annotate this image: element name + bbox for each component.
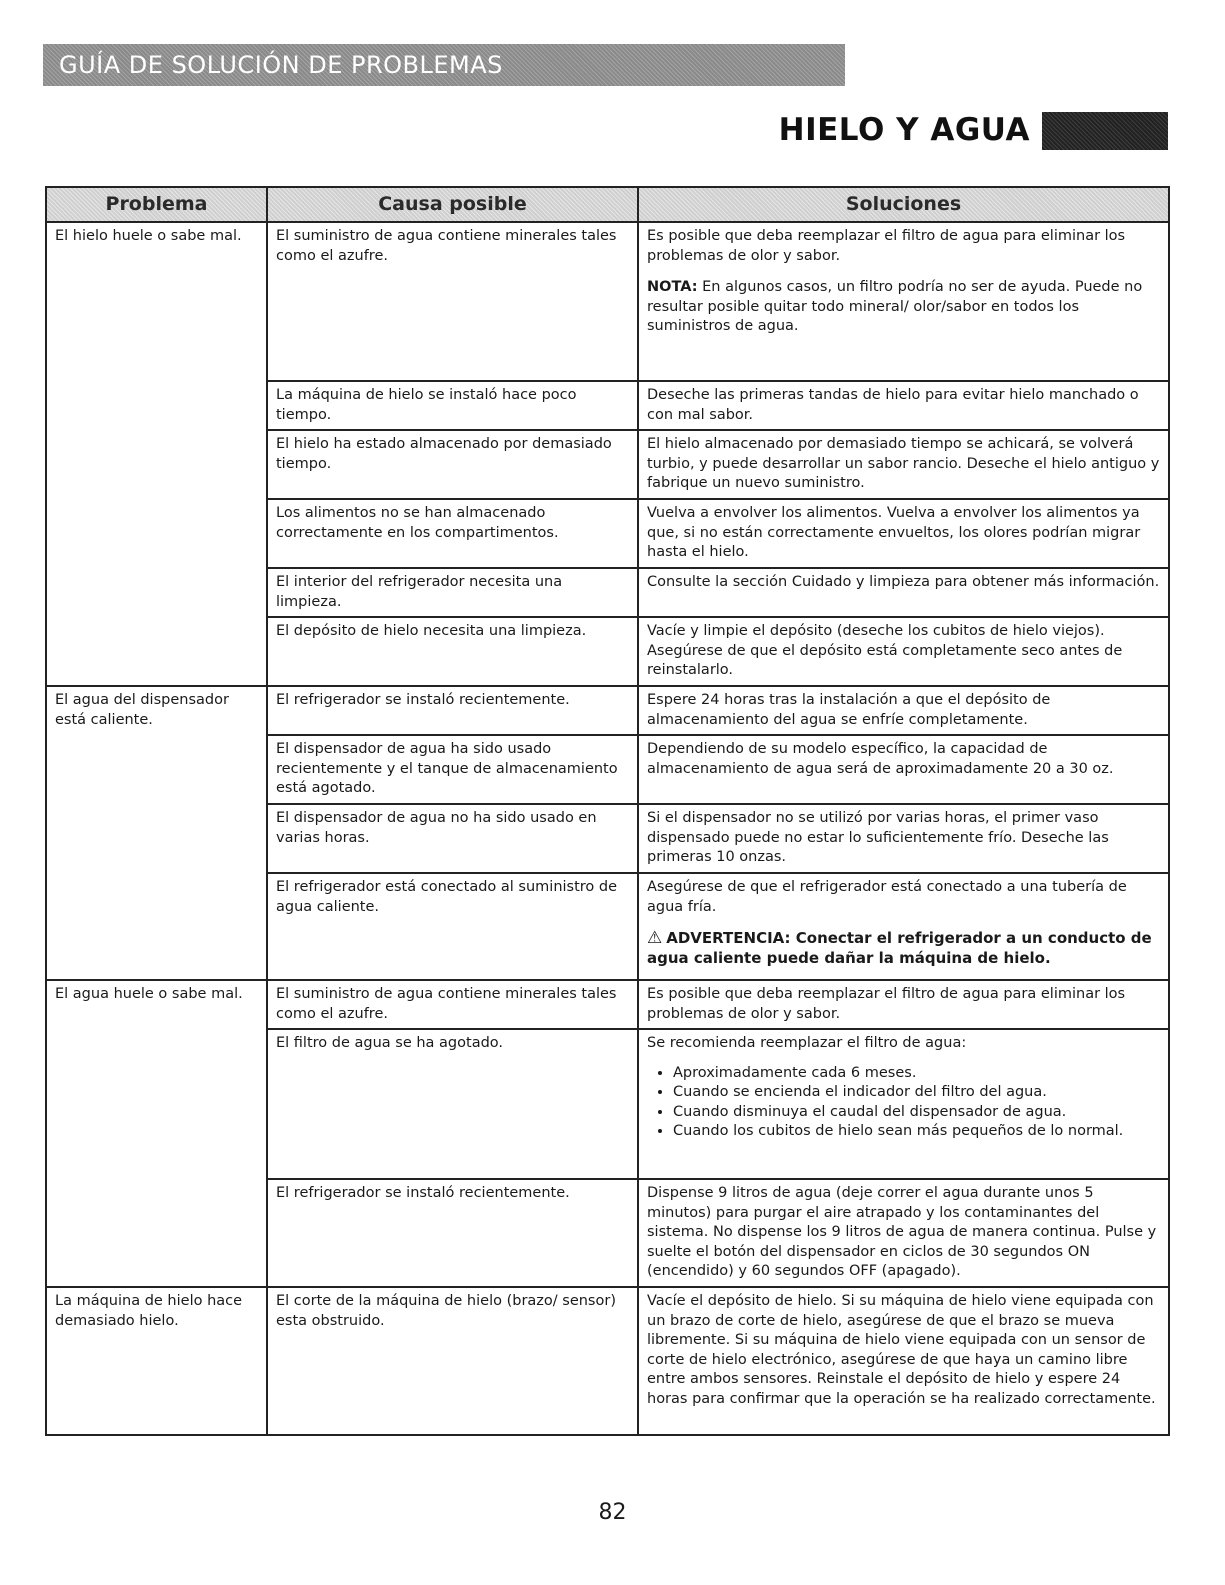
page-number: 82 [598,1500,627,1525]
warning-body: ADVERTENCIA: Conectar el refrigerador a un conducto de agua caliente puede dañar la máquina de hielo. [647,929,1152,967]
column-header-problem: Problema [46,187,267,222]
problem-cell: El agua del dispensador está caliente. [46,686,267,980]
section-marker [1042,112,1168,150]
cause-cell: El interior del refrigerador necesita una limpieza. [267,568,638,617]
list-item: • Cuando los cubitos de hielo sean más pequeños de lo normal. [673,1122,1160,1142]
solution-text: Es posible que deba reemplazar el filtro de agua para eliminar los problemas de olor y sabor. [647,228,1126,264]
table-row [46,686,1169,735]
table-row [46,222,1169,381]
cause-cell: El refrigerador se instaló recientemente. [267,1179,638,1287]
section-banner [43,44,845,86]
cause-cell: El suministro de agua contiene minerales tales como el azufre. [267,222,638,381]
solution-cell [638,1029,1169,1179]
note-text [647,278,1160,337]
cause-cell: El depósito de hielo necesita una limpieza. [267,617,638,686]
cause-cell: La máquina de hielo se instaló hace poco tiempo. [267,381,638,430]
cause-cell: El dispensador de agua ha sido usado recientemente y el tanque de almacenamiento está agotado. [267,735,638,804]
warning-icon: ⚠ [647,928,663,948]
problem-cell: El hielo huele o sabe mal. [46,222,267,686]
table-header-row [46,187,1169,222]
banner-title: GUÍA DE SOLUCIÓN DE PROBLEMAS [59,51,503,79]
solution-text: Se recomienda reemplazar el filtro de agua: [647,1035,967,1051]
solution-cell: Deseche las primeras tandas de hielo para evitar hielo manchado o con mal sabor. [638,381,1169,430]
page-title: HIELO Y AGUA [778,112,1030,148]
solution-cell: Vacíe y limpie el depósito (deseche los cubitos de hielo viejos). Asegúrese de que el depósito está completamente seco antes de reinstalarlo. [638,617,1169,686]
cause-cell: El hielo ha estado almacenado por demasiado tiempo. [267,430,638,499]
solution-cell: El hielo almacenado por demasiado tiempo se achicará, se volverá turbio, y puede desarrollar un sabor rancio. Deseche el hielo antiguo y fabrique un nuevo suministro. [638,430,1169,499]
column-header-cause: Causa posible [267,187,638,222]
cause-cell: El filtro de agua se ha agotado. [267,1029,638,1179]
cause-cell: El corte de la máquina de hielo (brazo/ sensor) esta obstruido. [267,1287,638,1435]
cause-cell: El dispensador de agua no ha sido usado en varias horas. [267,804,638,873]
note-label: NOTA: [647,279,698,295]
list-item: • Cuando disminuya el caudal del dispensador de agua. [673,1103,1160,1123]
warning-text [647,929,1160,968]
solution-cell: Dependiendo de su modelo específico, la capacidad de almacenamiento de agua será de aproximadamente 20 a 30 oz. [638,735,1169,804]
bullet-list [647,1064,1160,1142]
troubleshooting-table [45,186,1170,1436]
solution-cell [638,222,1169,381]
problem-cell: La máquina de hielo hace demasiado hielo. [46,1287,267,1435]
solution-cell: Si el dispensador no se utilizó por varias horas, el primer vaso dispensado puede no estar lo suficientemente frío. Deseche las primeras 10 onzas. [638,804,1169,873]
solution-cell: Consulte la sección Cuidado y limpieza para obtener más información. [638,568,1169,617]
solution-cell: Dispense 9 litros de agua (deje correr el agua durante unos 5 minutos) para purgar el aire atrapado y los contaminantes del sistema. No dispense los 9 litros de agua de manera continua. Pulse y suelte el botón del dispensador en ciclos de 30 segundos ON (encendido) y 60 segundos OFF (apagado). [638,1179,1169,1287]
solution-text: Asegúrese de que el refrigerador está conectado a una tubería de agua fría. [647,879,1127,915]
cause-cell: El refrigerador está conectado al suministro de agua caliente. [267,873,638,980]
cause-cell: El suministro de agua contiene minerales tales como el azufre. [267,980,638,1029]
solution-cell: Es posible que deba reemplazar el filtro de agua para eliminar los problemas de olor y sabor. [638,980,1169,1029]
column-header-solutions: Soluciones [638,187,1169,222]
note-body: En algunos casos, un filtro podría no ser de ayuda. Puede no resultar posible quitar todo mineral/ olor/sabor en todos los suministros de agua. [647,279,1143,334]
table-row [46,1287,1169,1435]
table-row [46,980,1169,1029]
cause-cell: El refrigerador se instaló recientemente. [267,686,638,735]
solution-cell: Espere 24 horas tras la instalación a que el depósito de almacenamiento del agua se enfríe completamente. [638,686,1169,735]
solution-cell [638,873,1169,980]
list-item: • Cuando se encienda el indicador del filtro del agua. [673,1083,1160,1103]
problem-cell: El agua huele o sabe mal. [46,980,267,1287]
list-item: • Aproximadamente cada 6 meses. [673,1064,1160,1084]
cause-cell: Los alimentos no se han almacenado correctamente en los compartimentos. [267,499,638,568]
solution-cell: Vuelva a envolver los alimentos. Vuelva a envolver los alimentos ya que, si no están correctamente envueltos, los olores podrían migrar hasta el hielo. [638,499,1169,568]
solution-cell: Vacíe el depósito de hielo. Si su máquina de hielo viene equipada con un brazo de corte de hielo, asegúrese de que el brazo se mueva libremente. Si su máquina de hielo viene equipada con un sensor de corte de hielo electrónico, asegúrese de que haya un camino libre entre ambos sensores. Reinstale el depósito de hielo y espere 24 horas para confirmar que la operación se ha realizado correctamente. [638,1287,1169,1435]
